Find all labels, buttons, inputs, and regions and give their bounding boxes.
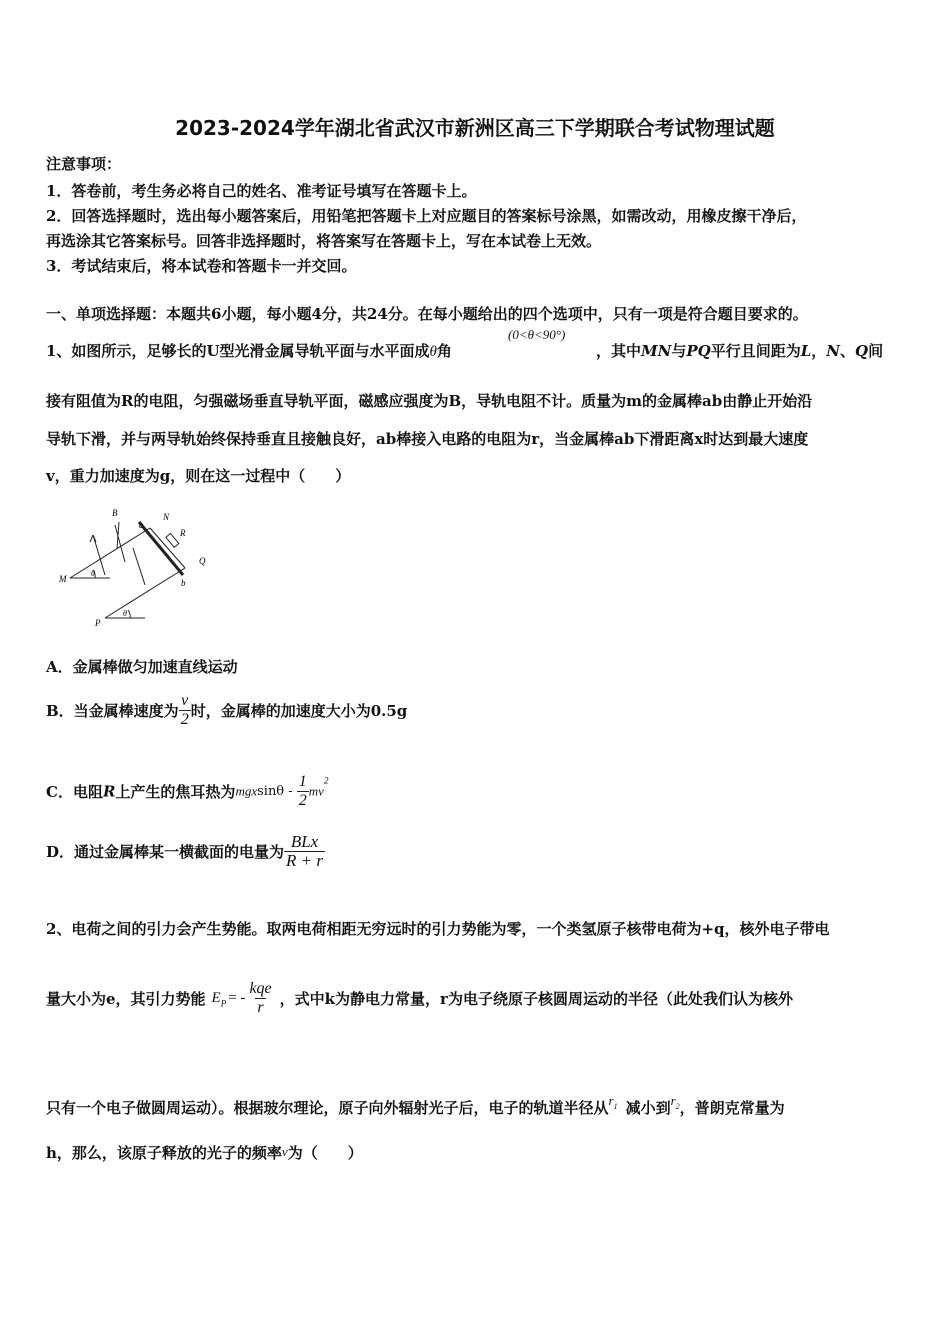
svg-text:M: M — [59, 574, 67, 584]
q1-angle-range: (0<θ<90°) — [508, 327, 566, 342]
q2-line-3: 只有一个电子做圆周运动）。根据玻尔理论，原子向外辐射光子后，电子的轨道半径从$r_1$ 减小到$r_2$，普朗克常量为 — [46, 1093, 785, 1117]
notice-item-3: 3．考试结束后，将本试卷和答题卡一并交回。 — [46, 257, 357, 275]
q1-option-b: B．当金属棒速度为 $\frac{v}{2}$ 时，金属棒的加速度大小为0.5g — [46, 692, 408, 728]
notice-item-1: 1．答卷前，考生务必将自己的姓名、准考证号填写在答题卡上。 — [46, 182, 477, 200]
svg-text:B: B — [112, 508, 118, 518]
inclined-rail-figure — [55, 500, 220, 635]
q2-line-2: 量大小为e，其引力势能 $E_P$ = - $\frac{\text{kqe}}{r}$ ，式中k为静电力常量，r为电子绕原子核圆周运动的半径（此处我们认为核外 — [46, 980, 793, 1016]
q1-line-1-tail: ，其中MN与PQ平行且间距为L，N、Q间 — [596, 342, 884, 360]
q1-line-4: v，重力加速度为g，则在这一过程中（ ） — [46, 467, 351, 485]
q1-line-2: 接有阻值为R的电阻，匀强磁场垂直导轨平面，磁感应强度为B，导轨电阻不计。质量为m的金属棒ab由静止开始沿 — [46, 392, 813, 410]
q2-line-1: 2、电荷之间的引力会产生势能。取两电荷相距无穷远时的引力势能为零，一个类氢原子核带电荷为+q，核外电子带电 — [46, 920, 830, 938]
svg-text:N: N — [163, 512, 170, 522]
q1-line-3: 导轨下滑，并与两导轨始终保持垂直且接触良好，ab棒接入电路的电阻为r，当金属棒ab下滑距离x时达到最大速度 — [46, 430, 809, 448]
svg-text:θ: θ — [123, 609, 127, 618]
svg-text:b: b — [181, 578, 186, 588]
q1-option-c: C．电阻R上产生的焦耳热为mgxsinθ - $\frac{1}{2}$ $mv^2$ — [46, 773, 329, 809]
page-title: 2023-2024学年湖北省武汉市新洲区高三下学期联合考试物理试题 — [175, 116, 775, 140]
svg-text:θ: θ — [91, 569, 95, 578]
section-heading: 一、单项选择题：本题共6小题，每小题4分，共24分。在每小题给出的四个选项中，只有一项是符合题目要求的。 — [46, 305, 808, 323]
svg-text:R: R — [180, 528, 186, 538]
q1-option-d: D．通过金属棒某一横截面的电量为 $\frac{\text{BLx}}{R + r}$ — [46, 832, 323, 870]
notice-item-2a: 2．回答选择题时，选出每小题答案后，用铅笔把答题卡上对应题目的答案标号涂黑，如需改动，用橡皮擦干净后， — [46, 207, 807, 225]
svg-text:P: P — [95, 618, 101, 628]
q2-line-4: h，那么，该原子释放的光子的频率ν为（ ） — [46, 1144, 363, 1162]
notice-heading: 注意事项： — [46, 155, 122, 173]
q1-option-a: A．金属棒做匀加速直线运动 — [46, 658, 238, 676]
notice-item-2b: 再选涂其它答案标号。回答非选择题时，将答案写在答题卡上，写在本试卷上无效。 — [46, 232, 602, 250]
q1-line-1: 1、如图所示，足够长的U型光滑金属导轨平面与水平面成θ角 — [46, 342, 452, 360]
svg-text:Q: Q — [199, 556, 206, 566]
svg-text:a: a — [139, 520, 144, 530]
